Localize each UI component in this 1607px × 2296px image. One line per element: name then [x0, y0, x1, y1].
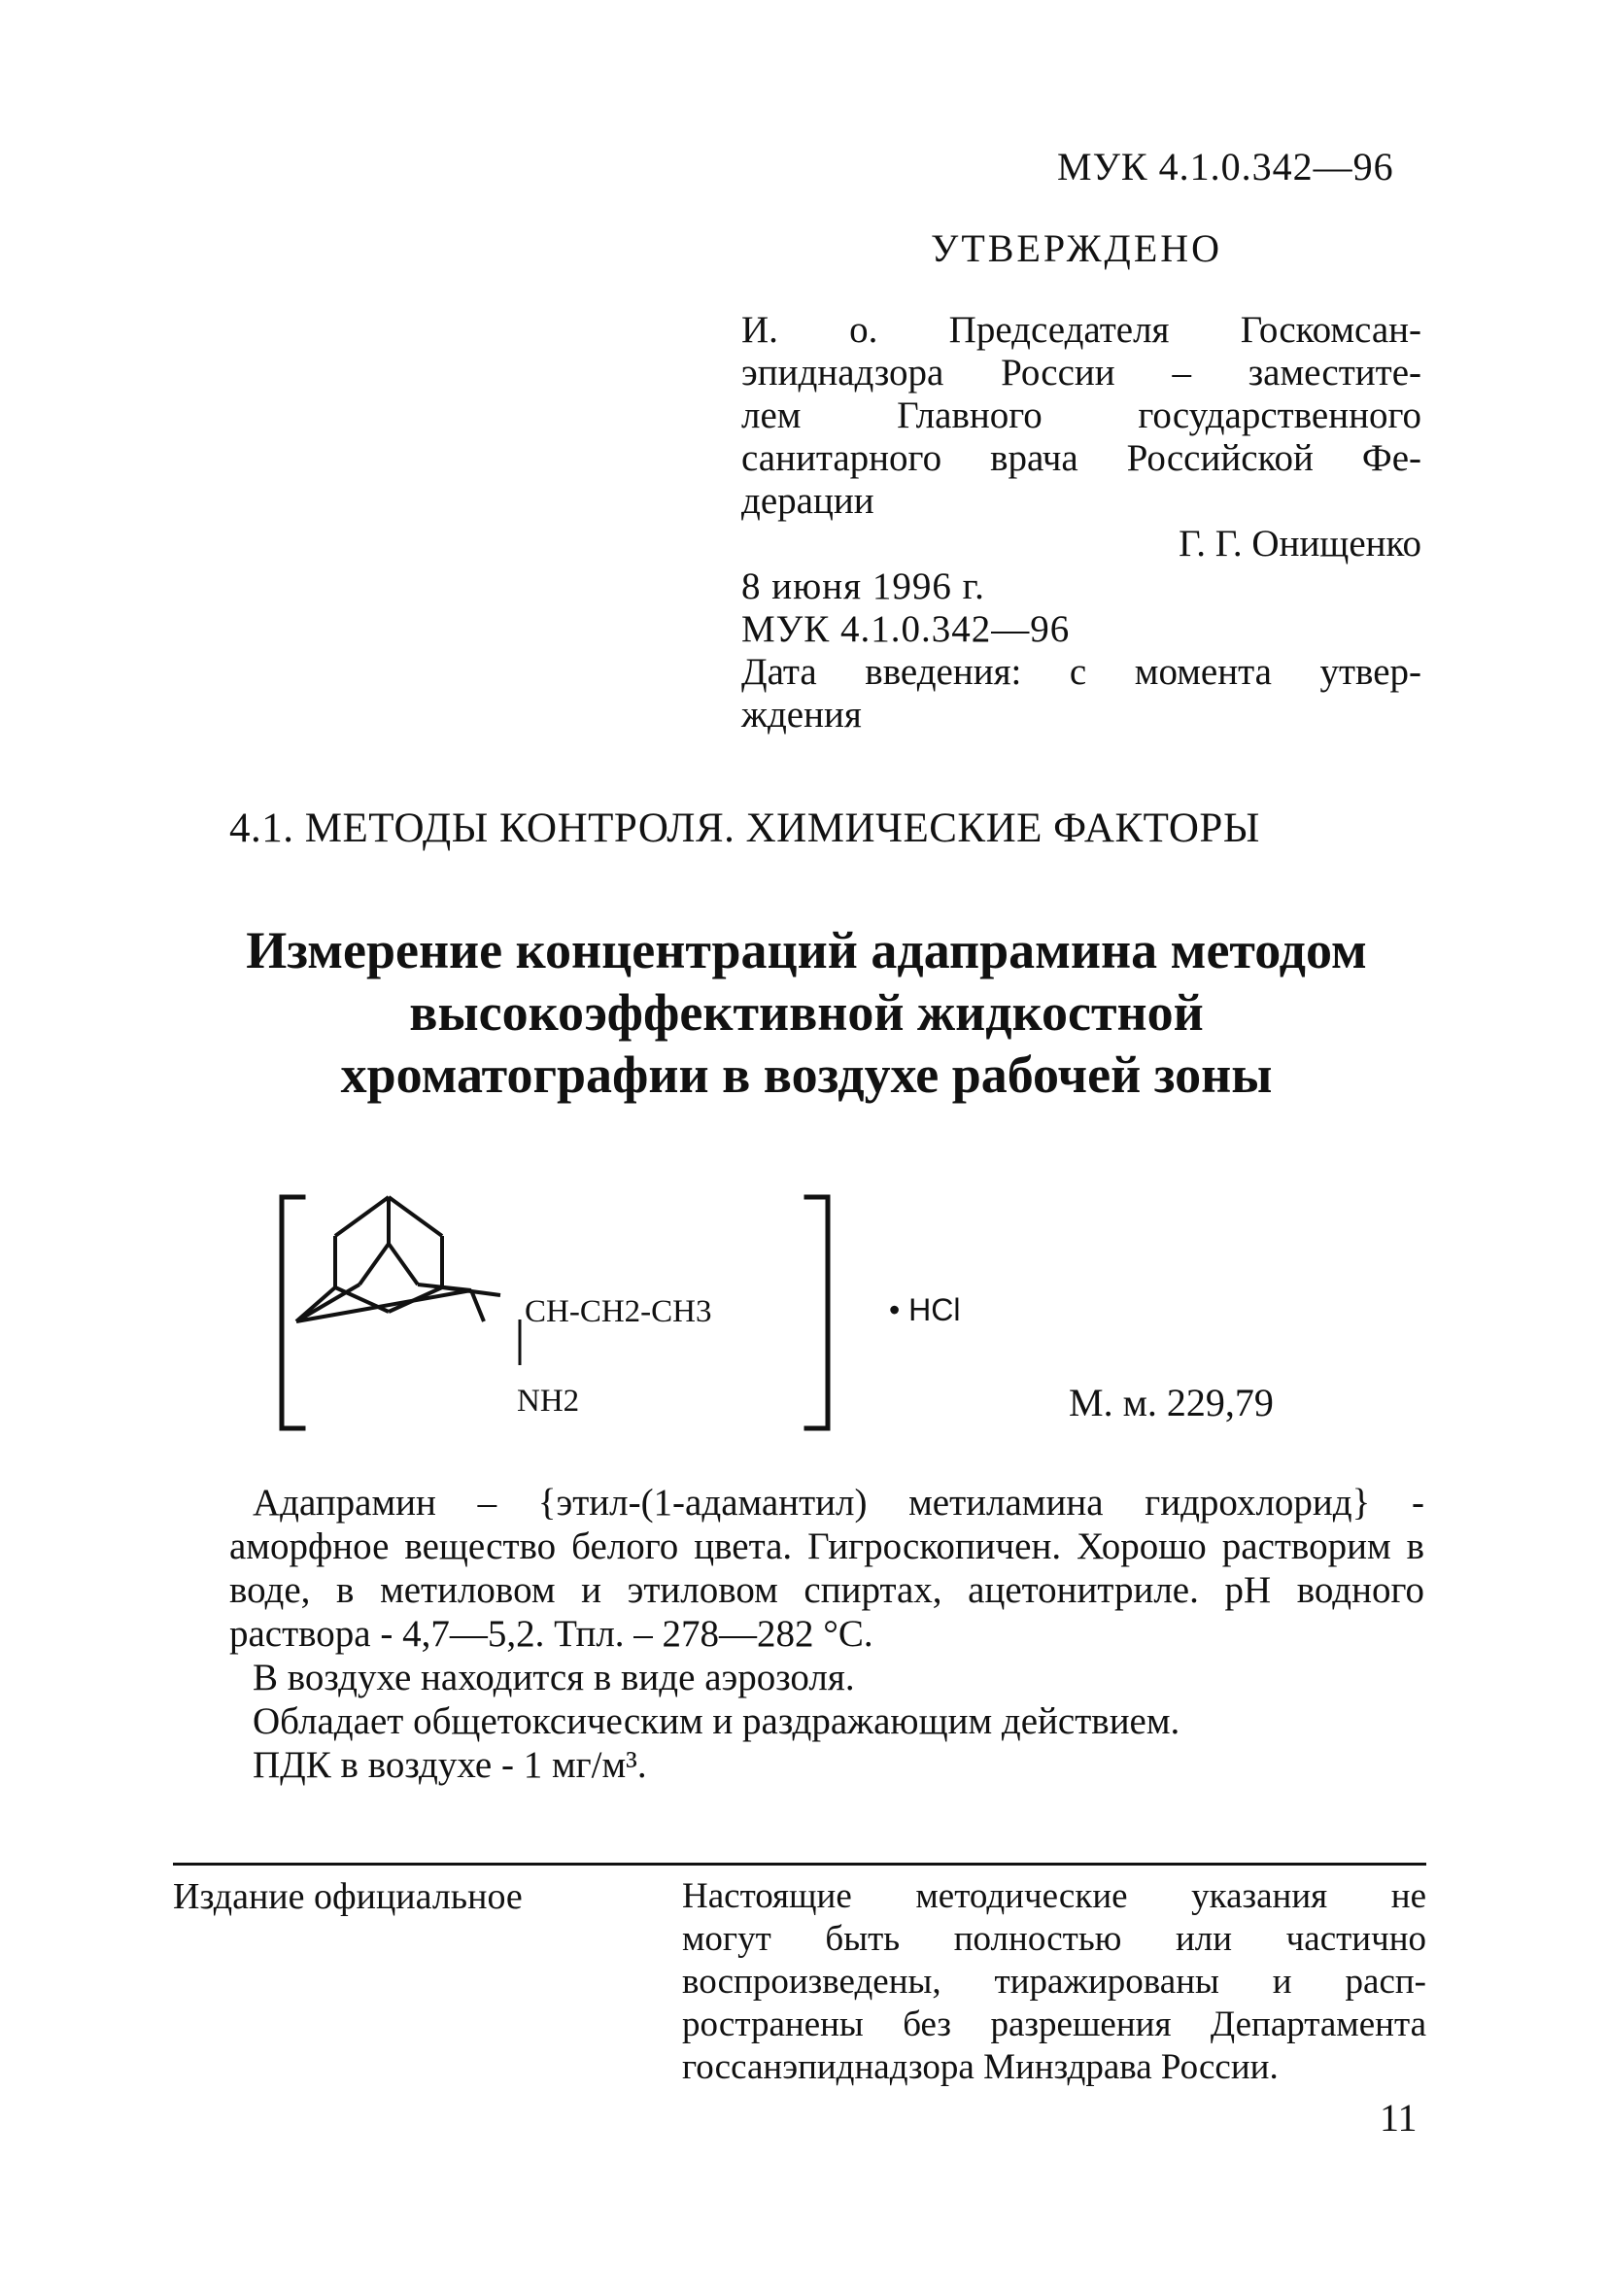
intro-date-line: ждения: [741, 694, 862, 736]
approval-block: [741, 309, 1421, 737]
amine-label: NH2: [517, 1384, 580, 1419]
approval-line: И. о. Председателя Госкомсан-: [741, 309, 1421, 351]
intro-date-line: Дата введения: с момента утвер-: [741, 651, 1421, 693]
notice-line: воспроизведены, тиражированы и расп-: [682, 1962, 1426, 2002]
approval-line: санитарного врача Российской Фе-: [741, 437, 1421, 479]
description-paragraph: Адапрамин – {этил-(1-адамантил) метиламина гидрохлорид} - аморфное вещество белого цвета. Гигроскопичен. Хорошо растворим в воде, в метиловом и этиловом спиртах, ацетонитриле. рН водного раствора - 4,7—5,2. Тпл. – 278—282 °С.: [229, 1482, 1424, 1655]
copyright-notice: [682, 1875, 1426, 2089]
description-paragraph: ПДК в воздухе - 1 мг/м³.: [253, 1744, 647, 1786]
notice-line: могут быть полностью или частично: [682, 1919, 1426, 1959]
approval-line: эпиднадзора России – заместите-: [741, 352, 1421, 394]
approval-line: лем Главного государственного: [741, 394, 1421, 436]
hydrochloride-label: • HCl: [889, 1292, 961, 1327]
document-code-secondary: МУК 4.1.0.342—96: [741, 608, 1071, 650]
approval-line: дерации: [741, 480, 874, 522]
title-line: высокоэффективной жидкостной: [409, 983, 1204, 1042]
document-code: МУК 4.1.0.342—96: [1057, 145, 1394, 188]
right-bracket: [806, 1197, 828, 1428]
page-title: [117, 919, 1496, 1106]
notice-line: ространены без разрешения Департамента: [682, 2005, 1426, 2044]
description-paragraph: В воздухе находится в виде аэрозоля.: [253, 1657, 855, 1698]
adamantane-cage: [296, 1197, 500, 1321]
description-paragraph: Обладает общетоксическим и раздражающим действием.: [253, 1700, 1180, 1742]
signatory: Г. Г. Онищенко: [1179, 523, 1421, 565]
adamantane-structure-drawing: [262, 1176, 845, 1438]
molar-mass: М. м. 229,79: [1069, 1381, 1274, 1424]
footer-divider: [173, 1863, 1426, 1866]
notice-line: госсанэпиднадзора Минздрава России.: [682, 2047, 1279, 2087]
title-line: Измерение концентраций адапрамина методом: [246, 921, 1367, 979]
edition-label: Издание официальное: [173, 1876, 523, 1917]
approval-date: 8 июня 1996 г.: [741, 565, 985, 607]
structural-formula: [262, 1176, 845, 1443]
notice-line: Настоящие методические указания не: [682, 1876, 1426, 1916]
left-bracket: [282, 1197, 303, 1428]
section-heading: 4.1. МЕТОДЫ КОНТРОЛЯ. ХИМИЧЕСКИЕ ФАКТОРЫ: [229, 805, 1260, 851]
description-text: [229, 1481, 1424, 1787]
side-chain-label: CH-CH2-CH3: [525, 1294, 712, 1329]
page-number: 11: [1380, 2096, 1418, 2140]
title-line: хроматографии в воздухе рабочей зоны: [340, 1045, 1273, 1104]
approved-label: УТВЕРЖДЕНО: [931, 226, 1223, 270]
